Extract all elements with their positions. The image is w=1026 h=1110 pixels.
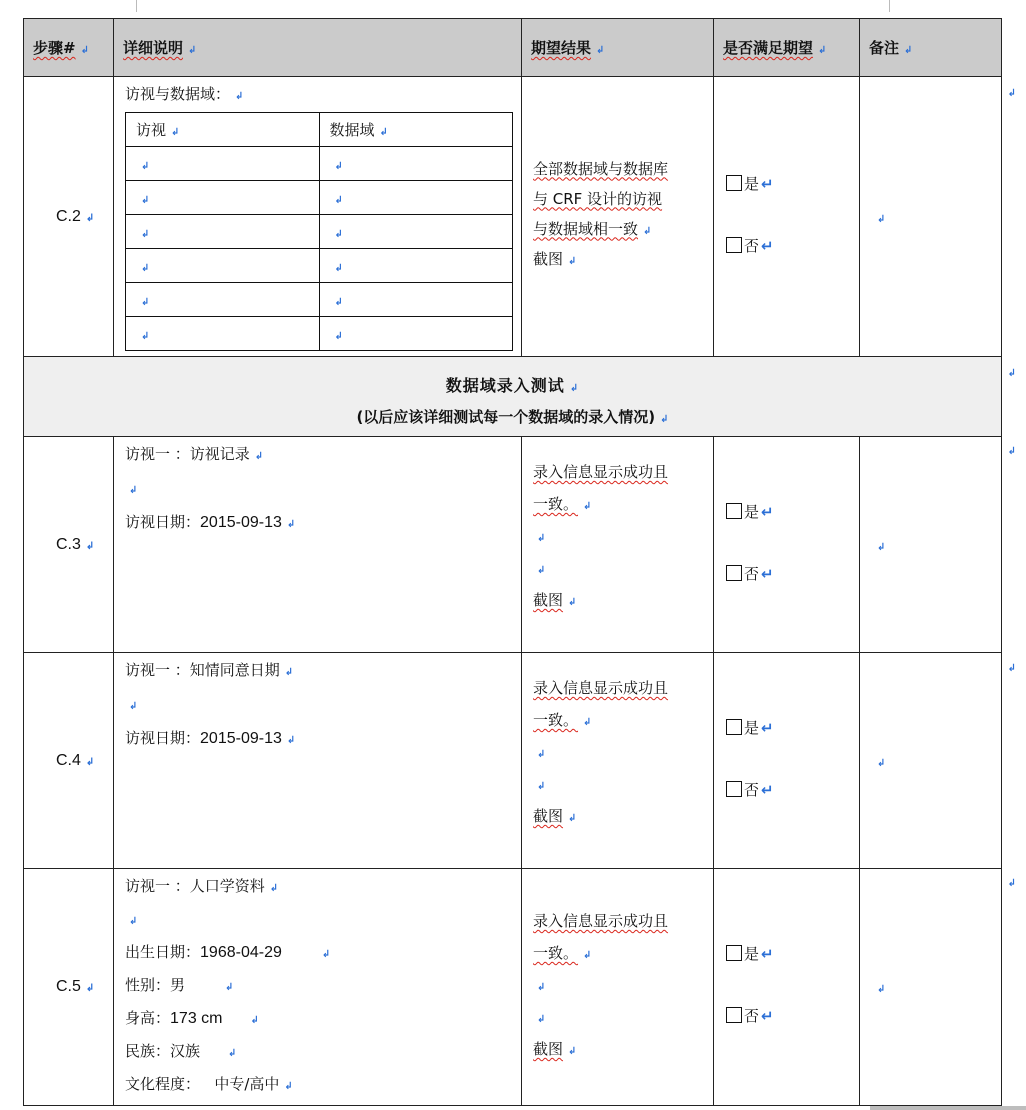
inner-cell[interactable]: ↲ bbox=[319, 181, 513, 215]
expected-cell: 录入信息显示成功且 一致。 ↲ ↲ ↲ 截图 ↲ bbox=[522, 437, 714, 653]
row-end-mark: ↲ bbox=[1007, 368, 1016, 379]
inner-cell[interactable]: ↲ bbox=[319, 215, 513, 249]
inner-header-visit: 访视 ↲ bbox=[126, 113, 320, 147]
step-cell: C.4 ↲ bbox=[24, 653, 114, 869]
table-row bbox=[24, 653, 1002, 869]
table-row bbox=[24, 437, 1002, 653]
section-row bbox=[24, 357, 1002, 437]
row-end-mark: ↲ bbox=[1007, 88, 1016, 99]
scrollbar[interactable] bbox=[870, 1106, 1026, 1110]
inner-cell[interactable]: ↲ bbox=[126, 181, 320, 215]
row-end-mark: ↲ bbox=[1007, 663, 1016, 674]
detail-cell: 访视一 ：人口学资料 ↲ ↲ 出生日期：1968-04-29 ↲ 性别：男 ↲ 身高：173 cm ↲ 民族：汉族 ↲ 文化程度： 中专/高中 ↲ bbox=[114, 869, 522, 1106]
inner-cell[interactable]: ↲ bbox=[319, 147, 513, 181]
section-header: 数据域录入测试 ↲ (以后应该详细测试每一个数据域的录入情况) ↲ bbox=[24, 357, 1002, 437]
note-cell[interactable]: ↲ bbox=[860, 869, 1002, 1106]
inner-cell[interactable]: ↲ bbox=[126, 283, 320, 317]
detail-title: 访视与数据域： ↲ bbox=[125, 85, 244, 103]
checkbox-yes[interactable]: 是 ↵ bbox=[726, 944, 859, 1006]
col-header-expected: 期望结果 ↲ bbox=[522, 19, 714, 77]
step-cell: C.2 ↲ bbox=[24, 77, 114, 357]
inner-header-domain: 数据域 ↲ bbox=[319, 113, 513, 147]
checkbox-no[interactable]: 否 ↵ bbox=[726, 236, 859, 260]
inner-cell[interactable]: ↲ bbox=[319, 249, 513, 283]
expected-cell: 全部数据域与数据库 与 CRF 设计的访视 与数据域相一致 ↲ 截图 ↲ bbox=[522, 77, 714, 357]
note-cell[interactable]: ↲ bbox=[860, 77, 1002, 357]
inner-cell[interactable]: ↲ bbox=[126, 249, 320, 283]
inner-cell[interactable]: ↲ bbox=[126, 317, 320, 351]
note-cell[interactable]: ↲ bbox=[860, 653, 1002, 869]
page-corner-mark bbox=[889, 0, 890, 12]
expected-cell: 录入信息显示成功且 一致。 ↲ ↲ ↲ 截图 ↲ bbox=[522, 869, 714, 1106]
col-header-step: 步骤# ↲ bbox=[24, 19, 114, 77]
step-cell: C.3 ↲ bbox=[24, 437, 114, 653]
inner-cell[interactable]: ↲ bbox=[319, 317, 513, 351]
inner-cell[interactable]: ↲ bbox=[126, 215, 320, 249]
note-cell[interactable]: ↲ bbox=[860, 437, 1002, 653]
checkbox-yes[interactable]: 是 ↵ bbox=[726, 718, 859, 780]
checkbox-no[interactable]: 否 ↵ bbox=[726, 780, 859, 804]
checkbox-yes[interactable]: 是 ↵ bbox=[726, 174, 859, 236]
row-end-mark: ↲ bbox=[1007, 446, 1016, 457]
table-row bbox=[24, 869, 1002, 1106]
inner-cell[interactable]: ↲ bbox=[319, 283, 513, 317]
test-steps-table bbox=[23, 18, 1002, 1106]
table-row bbox=[24, 77, 1002, 357]
col-header-met: 是否满足期望 ↲ bbox=[714, 19, 860, 77]
met-cell bbox=[714, 653, 860, 869]
detail-cell bbox=[114, 77, 522, 357]
checkbox-no[interactable]: 否 ↵ bbox=[726, 564, 859, 588]
detail-cell: 访视一 ：访视记录 ↲ ↲ 访视日期：2015-09-13 ↲ bbox=[114, 437, 522, 653]
step-cell: C.5 ↲ bbox=[24, 869, 114, 1106]
met-cell bbox=[714, 437, 860, 653]
page-corner-mark bbox=[136, 0, 137, 12]
expected-cell: 录入信息显示成功且 一致。 ↲ ↲ ↲ 截图 ↲ bbox=[522, 653, 714, 869]
met-cell bbox=[714, 77, 860, 357]
row-end-mark: ↲ bbox=[1007, 878, 1016, 889]
header-row bbox=[24, 19, 1002, 77]
detail-cell: 访视一 ：知情同意日期 ↲ ↲ 访视日期：2015-09-13 ↲ bbox=[114, 653, 522, 869]
col-header-detail: 详细说明 ↲ bbox=[114, 19, 522, 77]
visit-domain-table bbox=[125, 112, 513, 351]
checkbox-no[interactable]: 否 ↵ bbox=[726, 1006, 859, 1030]
col-header-note: 备注 ↲ bbox=[860, 19, 1002, 77]
checkbox-yes[interactable]: 是 ↵ bbox=[726, 502, 859, 564]
met-cell bbox=[714, 869, 860, 1106]
inner-cell[interactable]: ↲ bbox=[126, 147, 320, 181]
